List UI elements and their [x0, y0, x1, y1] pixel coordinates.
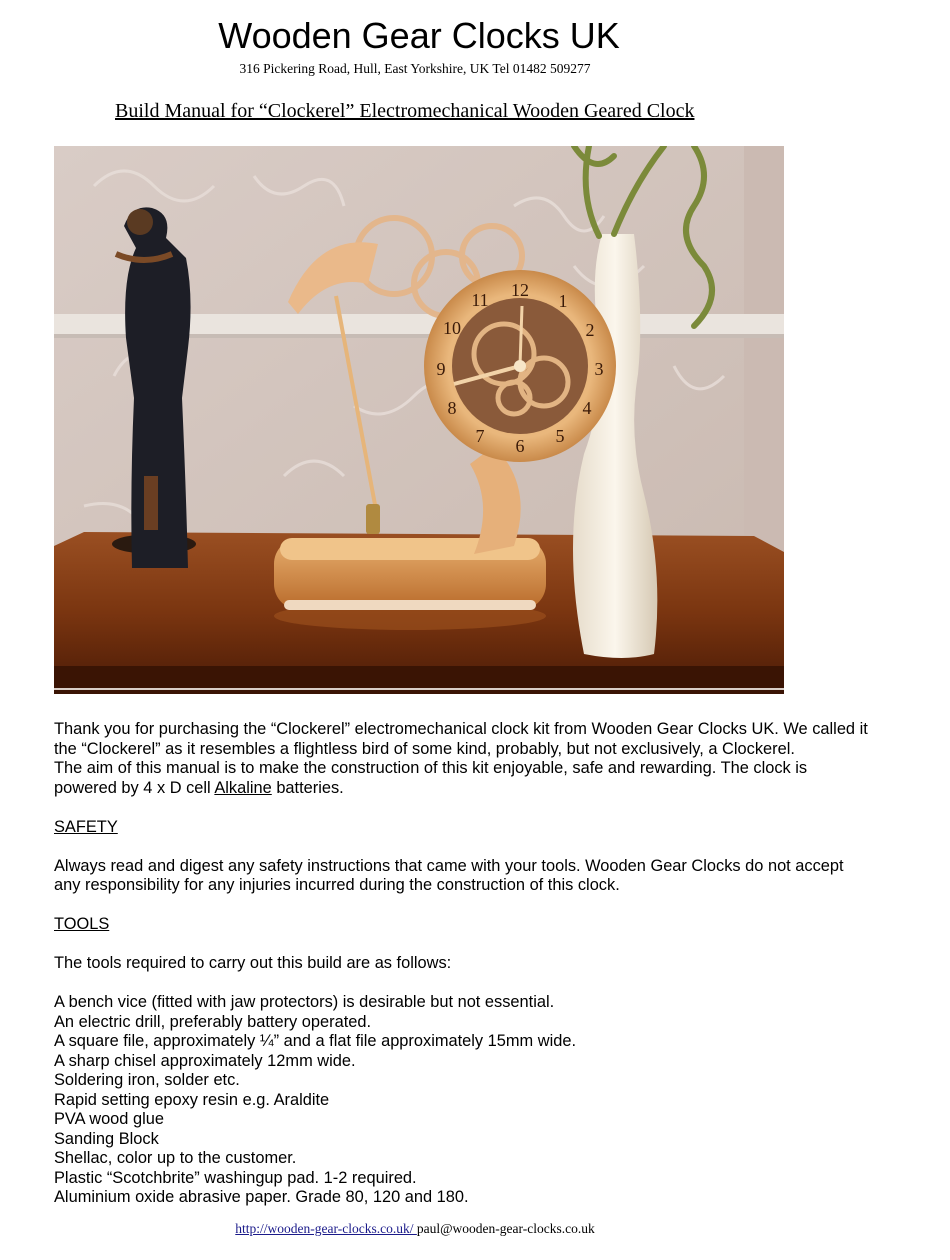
- dial-numeral-5: 5: [555, 426, 565, 446]
- safety-line: Always read and digest any safety instructions that came with your tools. Wooden Gear Clocks do not accept: [54, 856, 844, 875]
- dial-numeral-10: 10: [443, 318, 461, 338]
- footer-email: paul@wooden-gear-clocks.co.uk: [416, 1221, 595, 1236]
- manual-title: Build Manual for “Clockerel” Electromechanical Wooden Geared Clock: [115, 100, 695, 122]
- intro-line: [54, 779, 914, 799]
- dial-numeral-4: 4: [582, 398, 592, 418]
- tool-item: A sharp chisel approximately 12mm wide.: [54, 1051, 356, 1070]
- company-address: 316 Pickering Road, Hull, East Yorkshire, UK Tel 01482 509277: [239, 61, 591, 76]
- tool-item: Rapid setting epoxy resin e.g. Araldite: [54, 1090, 330, 1109]
- tool-item: Sanding Block: [54, 1129, 159, 1148]
- manual-body: [54, 720, 914, 1208]
- tool-item: PVA wood glue: [54, 1110, 164, 1128]
- tool-item: An electric drill, preferably battery operated.: [54, 1012, 372, 1031]
- dial-numeral-8: 8: [447, 398, 457, 418]
- safety-heading: SAFETY: [54, 817, 118, 836]
- intro-line: the “Clockerel” as it resembles a flightless bird of some kind, probably, but not exclusively, a Clockerel.: [54, 739, 795, 758]
- tool-item: Soldering iron, solder etc.: [54, 1071, 240, 1089]
- tools-heading: TOOLS: [54, 915, 110, 933]
- tool-item: A bench vice (fitted with jaw protectors) is desirable but not essential.: [54, 993, 555, 1011]
- dial-numeral-9: 9: [436, 359, 446, 379]
- company-name: Wooden Gear Clocks UK: [218, 15, 620, 56]
- dial-numeral-1: 1: [558, 291, 568, 311]
- intro-text: powered by 4 x D cell: [54, 778, 215, 797]
- footer: [0, 1220, 830, 1238]
- safety-line: any responsibility for any injuries incurred during the construction of this clock.: [54, 876, 620, 894]
- dial-numeral-11: 11: [471, 290, 489, 310]
- dial-numeral-7: 7: [475, 426, 485, 446]
- intro-text: batteries.: [271, 778, 344, 797]
- website-link[interactable]: http://wooden-gear-clocks.co.uk/: [235, 1221, 417, 1236]
- tools-intro: The tools required to carry out this build are as follows:: [54, 954, 452, 972]
- tool-item: Shellac, color up to the customer.: [54, 1149, 297, 1167]
- tool-item: A square file, approximately ¼” and a flat file approximately 15mm wide.: [54, 1032, 577, 1050]
- dial-numeral-6: 6: [515, 436, 525, 456]
- dial-numeral-2: 2: [585, 320, 595, 340]
- intro-line: The aim of this manual is to make the construction of this kit enjoyable, safe and rewarding. The clock is: [54, 759, 808, 777]
- dial-numeral-3: 3: [594, 359, 604, 379]
- dial-numeral-12: 12: [511, 280, 529, 300]
- intro-line: Thank you for purchasing the “Clockerel” electromechanical clock kit from Wooden Gear Clocks UK. We called it: [54, 720, 868, 738]
- tool-item: Aluminium oxide abrasive paper. Grade 80, 120 and 180.: [54, 1188, 469, 1206]
- clock-photo: [54, 146, 784, 694]
- tool-item: Plastic “Scotchbrite” washingup pad. 1-2 required.: [54, 1168, 417, 1187]
- alkaline-link[interactable]: Alkaline: [214, 778, 272, 797]
